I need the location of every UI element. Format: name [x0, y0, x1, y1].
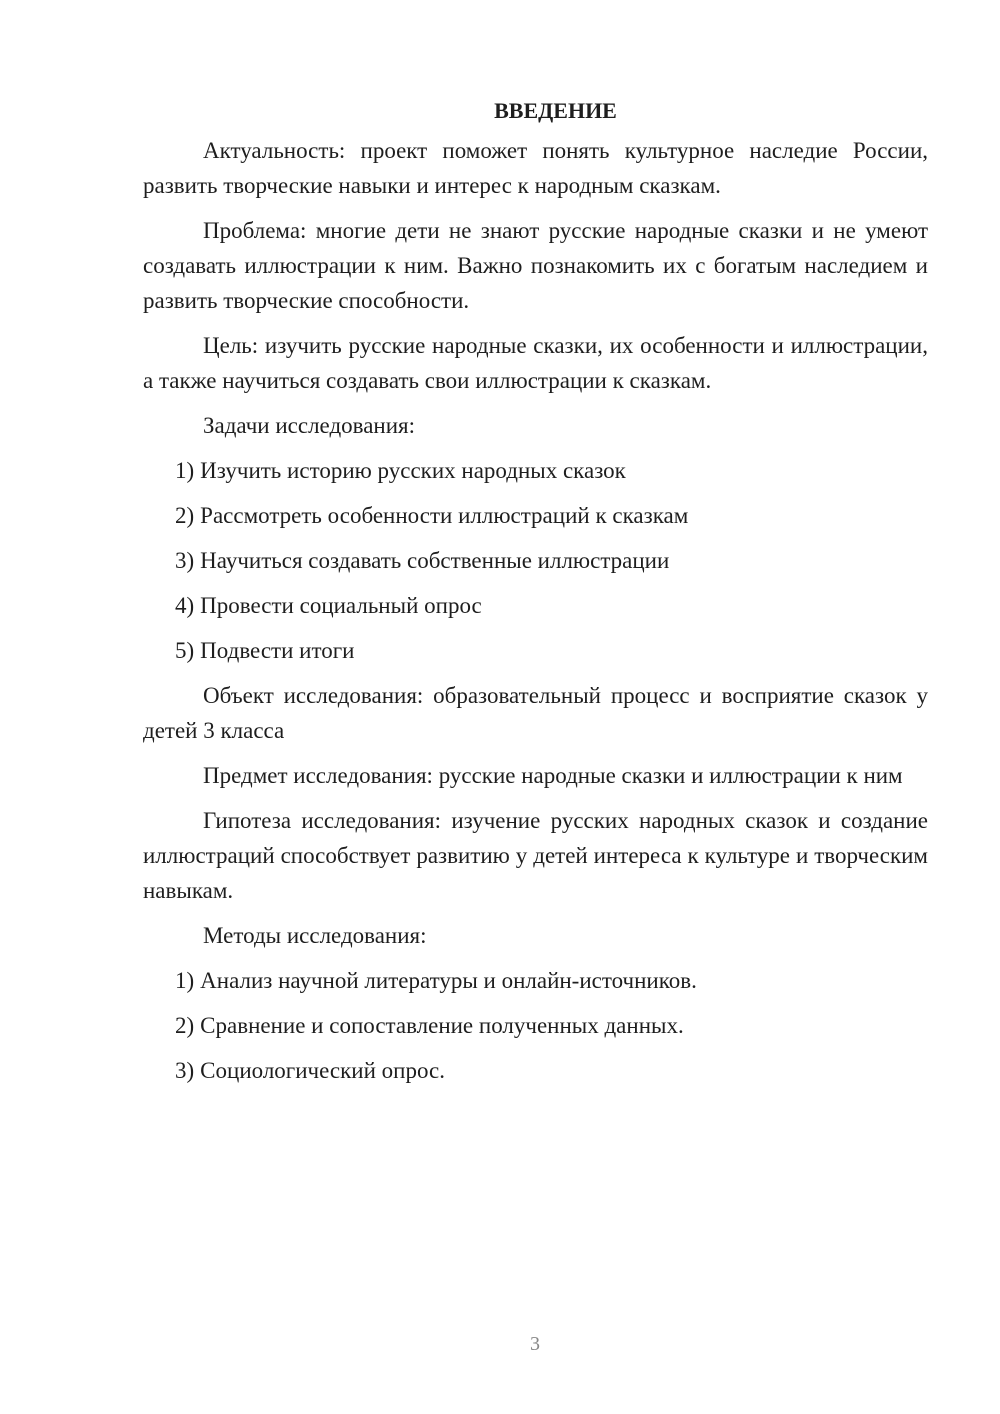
list-item-number: 5): [175, 638, 195, 663]
list-item: [143, 963, 928, 998]
page-title: ВВЕДЕНИЕ: [494, 98, 617, 123]
list-item: [143, 588, 928, 623]
list-item-text: Рассмотреть особенности иллюстраций к сказкам: [200, 503, 689, 528]
list-item-text: Сравнение и сопоставление полученных данных.: [200, 1013, 684, 1038]
list-item-number: 3): [175, 1058, 195, 1083]
list-item-number: 4): [175, 593, 195, 618]
methods-list: [143, 963, 928, 1088]
list-item: [143, 453, 928, 488]
relevance-paragraph: Актуальность: проект поможет понять культурное наследие России, развить творческие навыки и интерес к народным сказкам.: [143, 138, 928, 198]
list-item-text: Анализ научной литературы и онлайн-источников.: [200, 968, 697, 993]
problem-paragraph: Проблема: многие дети не знают русские народные сказки и не умеют создавать иллюстрации к ним. Важно познакомить их с богатым наследием и развить творческие способности.: [143, 218, 928, 313]
object-paragraph: Объект исследования: образовательный процесс и восприятие сказок у детей 3 класса: [143, 683, 928, 743]
hypothesis-paragraph: Гипотеза исследования: изучение русских народных сказок и создание иллюстраций способствует развитию у детей интереса к культуре и творческим навыкам.: [143, 808, 928, 903]
methods-heading: Методы исследования:: [203, 923, 427, 948]
list-item: [143, 498, 928, 533]
list-item: [143, 1053, 928, 1088]
list-item: [143, 633, 928, 668]
tasks-list: [143, 453, 928, 668]
document-body: [143, 95, 928, 1098]
list-item-text: Подвести итоги: [200, 638, 355, 663]
list-item-text: Изучить историю русских народных сказок: [200, 458, 626, 483]
list-item: [143, 1008, 928, 1043]
subject-paragraph: Предмет исследования: русские народные сказки и иллюстрации к ним: [203, 763, 903, 788]
goal-paragraph: Цель: изучить русские народные сказки, их особенности и иллюстрации, а также научиться создавать свои иллюстрации к сказкам.: [143, 333, 928, 393]
list-item-number: 1): [175, 968, 195, 993]
list-item: [143, 543, 928, 578]
tasks-heading: Задачи исследования:: [203, 413, 416, 438]
list-item-text: Провести социальный опрос: [200, 593, 482, 618]
list-item-text: Социологический опрос.: [200, 1058, 445, 1083]
page-number: 3: [530, 1333, 540, 1355]
list-item-text: Научиться создавать собственные иллюстрации: [200, 548, 670, 573]
list-item-number: 2): [175, 503, 195, 528]
list-item-number: 1): [175, 458, 195, 483]
list-item-number: 2): [175, 1013, 195, 1038]
list-item-number: 3): [175, 548, 195, 573]
